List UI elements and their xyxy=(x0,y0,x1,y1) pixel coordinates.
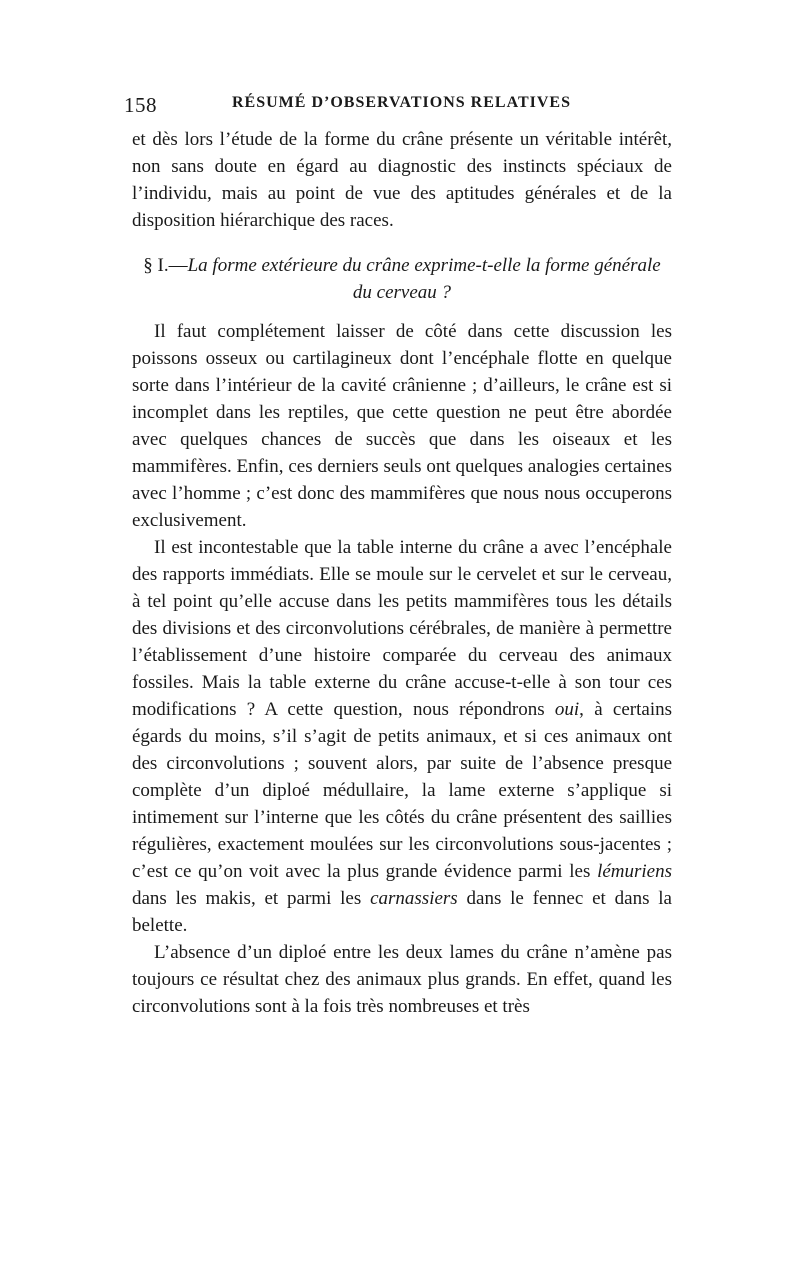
paragraph-2 xyxy=(132,534,672,939)
paragraph-3: L’absence d’un diploé entre les deux lames du crâne n’amène pas toujours ce résultat chez des animaux plus grands. En effet, quand les circonvolutions sont à la fois très nombreuses et très xyxy=(132,942,672,1017)
paragraph-continued: et dès lors l’étude de la forme du crâne présente un véritable intérêt, non sans doute en égard au diagnostic des instincts spéciaux de l’individu, mais au point de vue des aptitudes générales et de la disposition hiérarchique des races. xyxy=(132,129,672,231)
running-head xyxy=(124,93,684,117)
body-text xyxy=(132,126,672,1020)
paragraph-2-part-d: dans le fennec et dans la belette. xyxy=(132,888,672,936)
page-number: 158 xyxy=(124,93,157,117)
paragraph-1: Il faut complétement laisser de côté dans cette discussion les poissons osseux ou cartilagineux dont l’encéphale flotte en quelque sorte dans l’intérieur de la cavité crânienne ; d’ailleurs, le crâne est si incomplet dans les reptiles, que cette question ne peut être abordée avec quelques chances de succès que dans les oiseaux et les mammifères. Enfin, ces derniers seuls ont quelques analogies certaines avec l’homme ; c’est donc des mammifères que nous nous occuperons exclusivement. xyxy=(132,321,672,531)
term-lemuriens: lémuriens xyxy=(597,861,672,882)
term-carnassiers: carnassiers xyxy=(370,888,458,909)
paragraph-2-part-b: , à certains égards du moins, s’il s’agit de petits animaux, et si ces animaux ont des circonvolutions ; souvent alors, par suite de l’absence presque complète d’un diploé médullaire, la lame externe s’applique si intimement sur l’interne que les côtés du crâne présentent des saillies régulières, exactement moulées sur les circonvolutions sous-jacentes ; c’est ce qu’on voit avec la plus grande évidence parmi les xyxy=(132,699,672,882)
paragraph-2-part-c: dans les makis, et parmi les xyxy=(132,888,371,909)
term-oui: oui xyxy=(554,699,580,720)
paragraph-2-part-a: Il est incontestable que la table interne du crâne a avec l’encéphale des rapports immédiats. Elle se moule sur le cervelet et sur le cerveau, à tel point qu’elle accuse dans les petits mammifères tous les détails des divisions et des circonvolutions cérébrales, de manière à permettre l’établissement d’une histoire comparée du cerveau des animaux fossiles. Mais la table externe du crâne accuse-t-elle à son tour ces modifications ? A cette question, nous répondrons xyxy=(132,537,672,720)
running-title: RÉSUMÉ D’OBSERVATIONS RELATIVES xyxy=(232,94,571,111)
section-heading xyxy=(132,252,672,306)
section-number: § I.— xyxy=(143,255,188,276)
section-title: La forme extérieure du crâne exprime-t-elle la forme générale du cerveau ? xyxy=(187,255,661,303)
